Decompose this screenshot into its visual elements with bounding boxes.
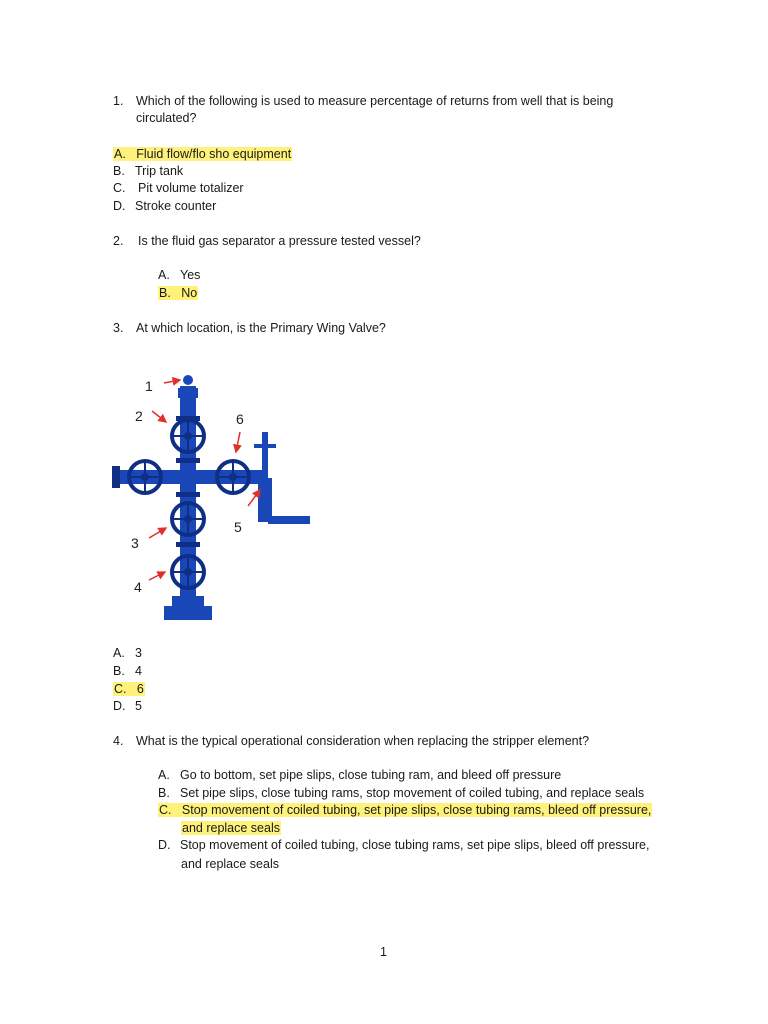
wing-right-valve-wheel [217,461,249,493]
figure-label-2: 2 [135,408,143,424]
q1-option-c[interactable] [113,180,244,197]
option-letter: B. [113,664,125,678]
q2-option-b-highlight [158,286,198,300]
option-text: 5 [135,699,142,713]
question-1-text: Which of the following is used to measure percentage of returns from well that is being [136,94,614,108]
question-2-text: Is the fluid gas separator a pressure tested vessel? [138,234,421,248]
question-1-number: 1. [113,94,124,108]
q4-option-d[interactable] [158,837,649,854]
flange [176,542,200,547]
q4-option-c-highlight [158,803,652,817]
q4-option-b[interactable] [158,785,644,802]
question-4-text: What is the typical operational consideration when replacing the stripper element? [136,734,590,748]
figure-label-1: 1 [145,378,153,394]
option-letter: C. [113,181,126,195]
q3-option-a[interactable] [113,645,142,662]
top-gauge [183,375,193,385]
tree-cap [178,388,198,398]
q4-option-c[interactable] [158,802,652,819]
q2-option-a[interactable] [158,267,200,284]
choke-stem [262,432,268,482]
question-2-number: 2. [113,234,124,248]
page-number: 1 [380,945,387,959]
master-upper-valve-wheel [172,420,204,452]
option-text: Trip tank [135,164,184,178]
option-text: Set pipe slips, close tubing rams, stop movement of coiled tubing, and replace seals [180,786,645,800]
master-middle-valve-wheel [172,503,204,535]
question-4-number: 4. [113,734,124,748]
question-1-text-line2: circulated? [136,111,197,125]
option-letter: C. [159,803,172,817]
wellhead-svg [108,366,320,628]
q1-option-b[interactable] [113,163,183,180]
arrow-6 [236,432,240,452]
left-end-flange [112,466,120,488]
q3-option-d[interactable] [113,698,142,715]
q1-option-a[interactable] [113,146,292,163]
option-letter: B. [158,786,170,800]
option-letter: D. [113,199,126,213]
option-letter: A. [158,768,170,782]
q2-option-b[interactable] [158,285,198,302]
option-text: Fluid flow/flo sho equipment [136,147,292,161]
option-text: Stop movement of coiled tubing, close tubing rams, set pipe slips, bleed off pressure, [180,838,650,852]
option-text: Stop movement of coiled tubing, set pipe slips, close tubing rams, bleed off pressure, [181,803,652,817]
option-letter: A. [158,268,170,282]
q4-option-d-line2: and replace seals [181,857,279,871]
option-letter: C. [114,682,127,696]
q3-option-b[interactable] [113,663,142,680]
choke-body [258,478,272,522]
flange [176,458,200,463]
option-text: 3 [135,646,142,660]
option-text: 4 [135,664,142,678]
option-text: Yes [180,268,201,282]
option-text: Go to bottom, set pipe slips, close tubing ram, and bleed off pressure [180,768,562,782]
figure-label-4: 4 [134,579,142,595]
q3-option-c-highlight [113,682,145,696]
question-3-number: 3. [113,321,124,335]
arrow-3 [149,528,166,538]
option-text: Stroke counter [135,199,217,213]
arrow-2 [152,411,166,422]
option-letter: A. [113,646,125,660]
option-text: 6 [136,682,144,696]
figure-label-6: 6 [236,411,244,427]
q1-option-a-highlight [113,147,292,161]
choke-handle [254,444,276,448]
arrow-4 [149,572,165,580]
option-letter: A. [114,147,126,161]
option-text: and replace seals [182,821,280,835]
figure-label-3: 3 [131,535,139,551]
arrow-1 [164,380,180,383]
option-text: Pit volume totalizer [138,181,244,195]
choke-outlet [268,516,310,524]
q3-option-c[interactable] [113,681,145,698]
wellhead-diagram [108,366,320,628]
q4-option-c-line2 [181,820,281,837]
question-3-text: At which location, is the Primary Wing Valve? [136,321,386,335]
q4-option-a[interactable] [158,767,561,784]
wing-left-valve-wheel [129,461,161,493]
q1-option-d[interactable] [113,198,216,215]
option-text: No [181,286,198,300]
option-letter: D. [113,699,126,713]
option-letter: D. [158,838,171,852]
figure-label-5: 5 [234,519,242,535]
option-letter: B. [159,286,171,300]
base-flange [164,606,212,620]
option-letter: B. [113,164,125,178]
master-lower-valve-wheel [172,556,204,588]
flange [176,492,200,497]
